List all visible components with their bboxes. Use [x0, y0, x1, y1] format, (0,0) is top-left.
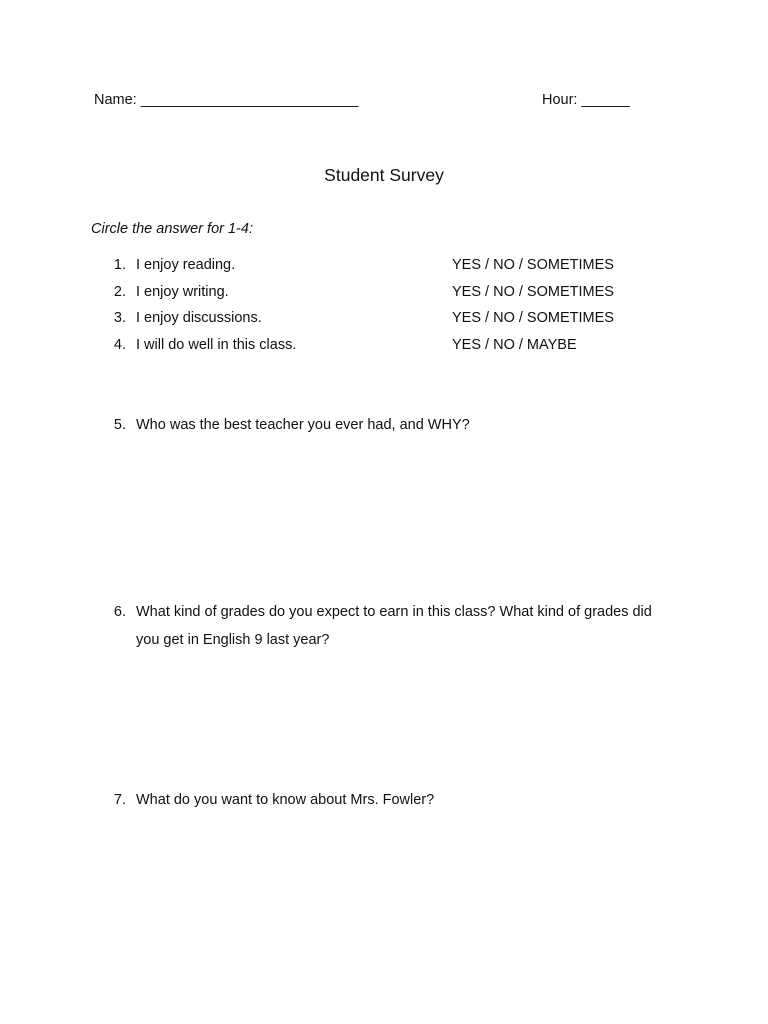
question-text: What do you want to know about Mrs. Fowler?: [136, 792, 435, 808]
question-text: I enjoy writing.: [136, 284, 229, 300]
question-number: 4.: [113, 337, 126, 353]
question-number: 2.: [113, 284, 126, 300]
instructions: Circle the answer for 1-4:: [91, 221, 253, 237]
page-title: Student Survey: [324, 165, 444, 185]
question-text: I enjoy reading.: [136, 257, 236, 273]
question-number: 1.: [113, 257, 126, 273]
answer-options: YES / NO / SOMETIMES: [452, 310, 614, 326]
question-text: What kind of grades do you expect to earn in this class? What kind of grades did: [136, 604, 652, 620]
name-field-label: Name: ___________________________: [94, 92, 359, 108]
answer-options: YES / NO / SOMETIMES: [452, 257, 614, 273]
question-number: 6.: [113, 604, 126, 620]
question-text-continued: you get in English 9 last year?: [136, 632, 330, 648]
question-number: 5.: [113, 417, 126, 433]
answer-options: YES / NO / SOMETIMES: [452, 284, 614, 300]
question-text: Who was the best teacher you ever had, and WHY?: [136, 417, 470, 433]
question-number: 7.: [113, 792, 126, 808]
question-text: I will do well in this class.: [136, 337, 297, 353]
question-text: I enjoy discussions.: [136, 310, 262, 326]
question-number: 3.: [113, 310, 126, 326]
hour-field-label: Hour: ______: [542, 92, 630, 108]
answer-options: YES / NO / MAYBE: [452, 337, 577, 353]
